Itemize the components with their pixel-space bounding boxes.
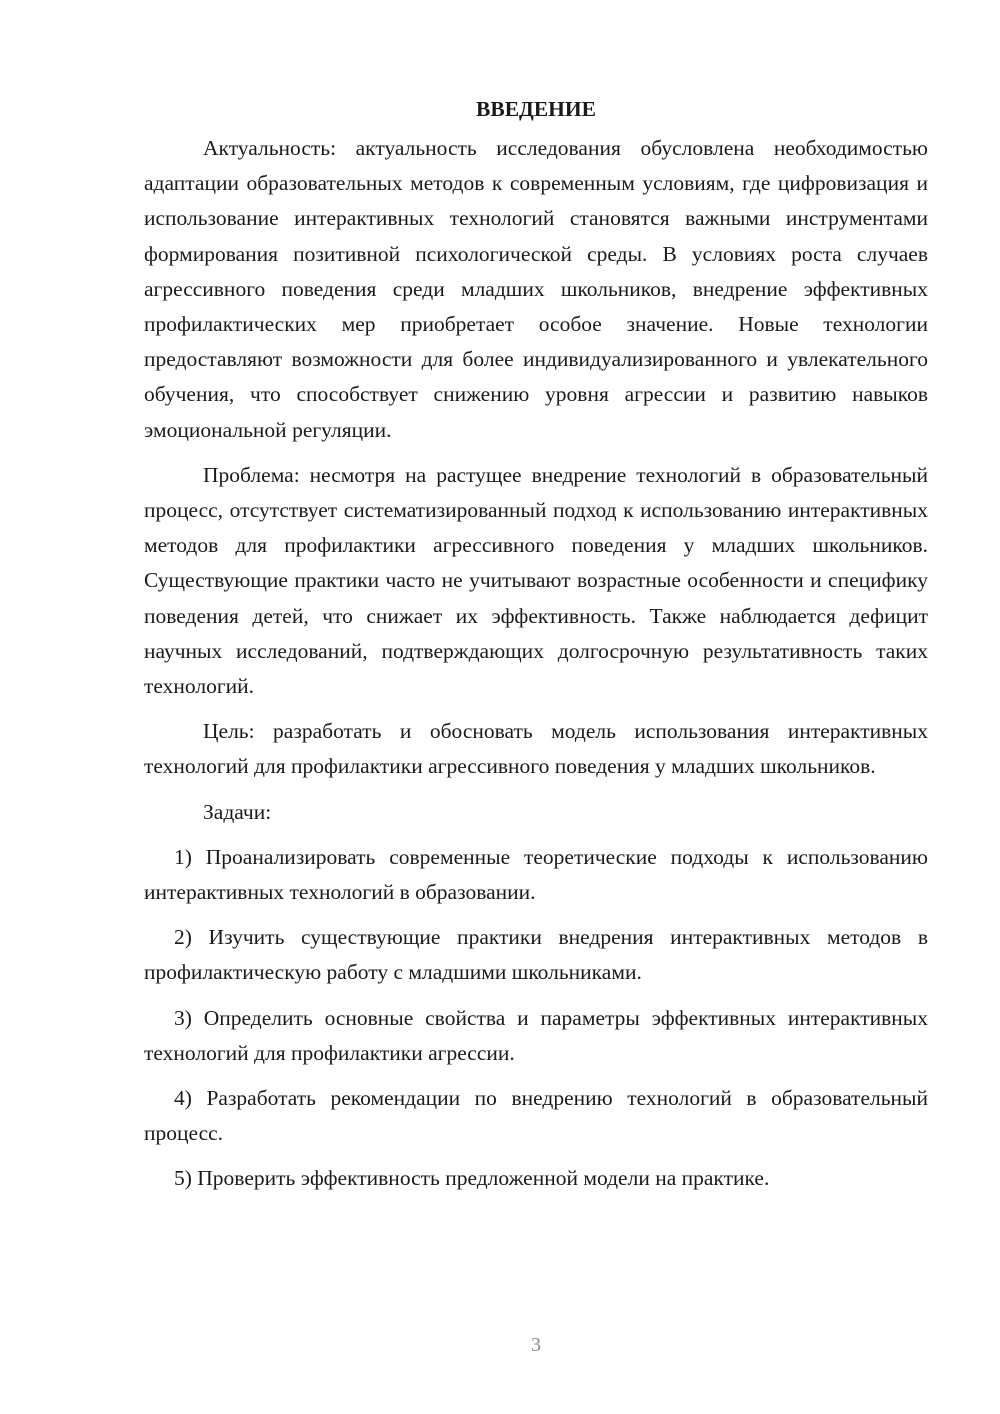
paragraph-problem: Проблема: несмотря на растущее внедрение технологий в образовательный процесс, отсутствует систематизированный подход к использованию интерактивных методов для профилактики агрессивного поведения у младших школьников. Существующие практики часто не учитывают возрастные особенности и специфику поведения детей, что снижает их эффективность. Также наблюдается дефицит научных исследований, подтверждающих долгосрочную результативность таких технологий. xyxy=(144,462,928,699)
page-title: ВВЕДЕНИЕ xyxy=(476,97,596,121)
paragraph-relevance: Актуальность: актуальность исследования обусловлена необходимостью адаптации образовательных методов к современным условиям, где цифровизация и использование интерактивных технологий становятся важными инструментами формирования позитивной психологической среды. В условиях роста случаев агрессивного поведения среди младших школьников, внедрение эффективных профилактических мер приобретает особое значение. Новые технологии предоставляют возможности для более индивидуализированного и увлекательного обучения, что способствует снижению уровня агрессии и развитию навыков эмоциональной регуляции. xyxy=(144,136,928,442)
task-item-3: 3) Определить основные свойства и параметры эффективных интерактивных технологий для профилактики агрессии. xyxy=(144,1005,928,1065)
tasks-label: Задачи: xyxy=(203,799,272,824)
document-page xyxy=(144,92,928,1197)
task-item-1: 1) Проанализировать современные теоретические подходы к использованию интерактивных технологий в образовании. xyxy=(144,844,928,905)
task-item-4: 4) Разработать рекомендации по внедрению технологий в образовательный процесс. xyxy=(144,1086,928,1146)
paragraph-goal: Цель: разработать и обосновать модель использования интерактивных технологий для профилактики агрессивного поведения у младших школьников. xyxy=(144,719,928,779)
task-item-5: 5) Проверить эффективность предложенной модели на практике. xyxy=(174,1166,770,1191)
page-number: 3 xyxy=(531,1334,541,1356)
task-item-2: 2) Изучить существующие практики внедрения интерактивных методов в профилактическую работу с младшими школьниками. xyxy=(144,925,928,985)
